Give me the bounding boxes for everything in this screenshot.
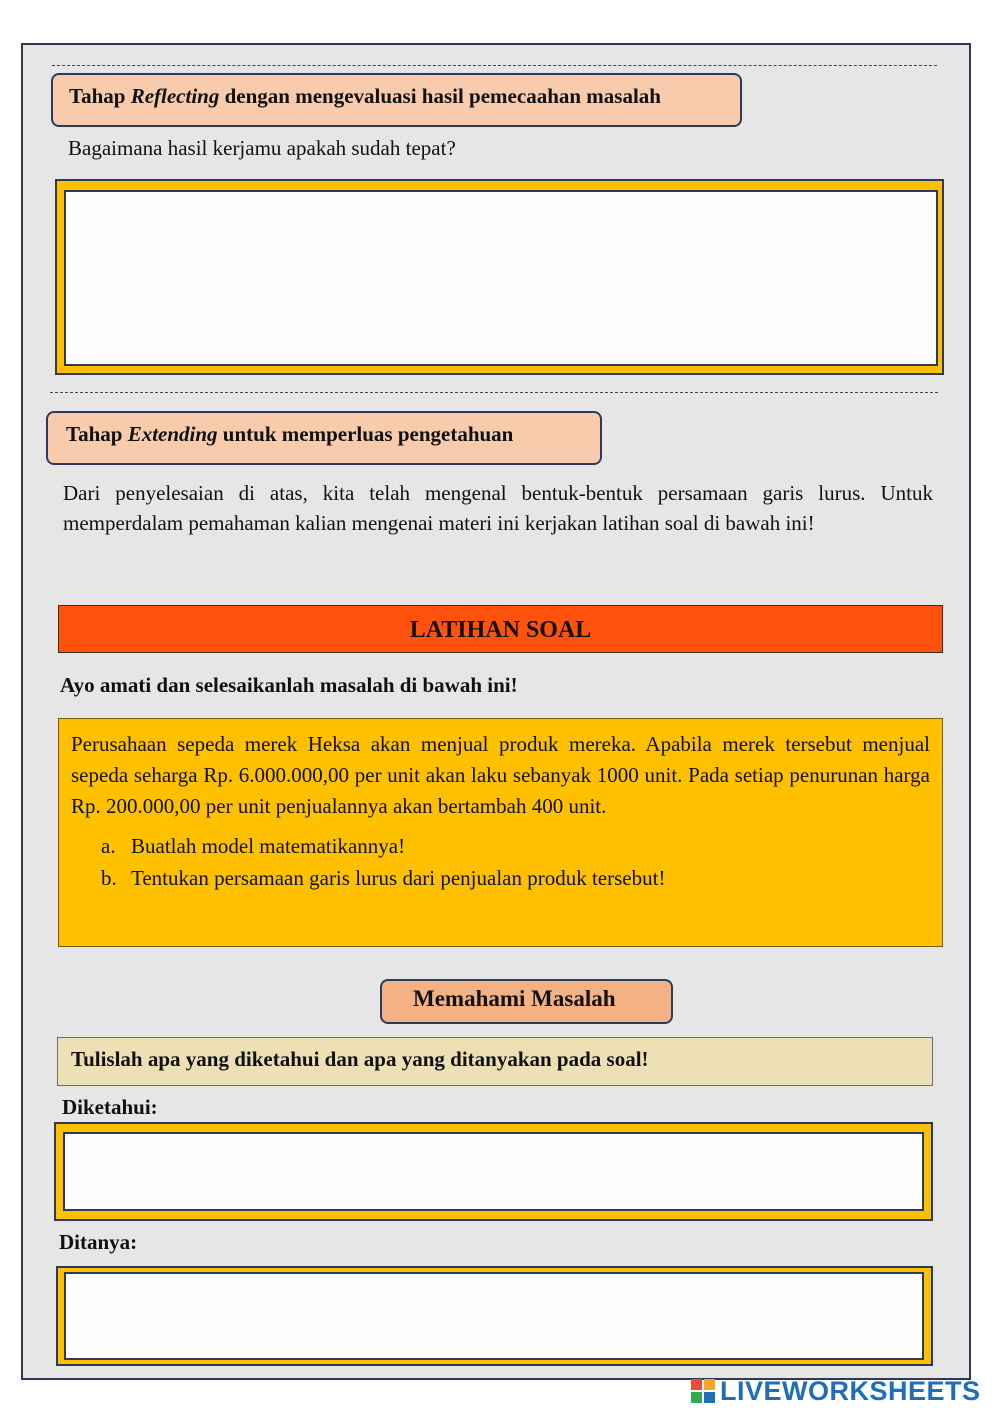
extending-paragraph: Dari penyelesaian di atas, kita telah mengenal bentuk-bentuk persamaan garis lurus. Untuk memperdalam pemahaman kalian mengenai materi ini kerjakan latihan soal di bawah ini! <box>63 481 933 535</box>
liveworksheets-logo-icon <box>690 1378 716 1404</box>
list-item-text: Tentukan persamaan garis lurus dari penjualan produk tersebut! <box>131 866 666 890</box>
extending-heading <box>46 411 602 465</box>
liveworksheets-logo-text: LIVEWORKSHEETS <box>720 1375 981 1406</box>
list-item <box>101 830 930 862</box>
list-marker: b. <box>101 866 117 890</box>
liveworksheets-logo <box>690 1376 981 1406</box>
problem-list <box>71 830 930 894</box>
list-marker: a. <box>101 834 116 858</box>
latihan-instruction: Ayo amati dan selesaikanlah masalah di bawah ini! <box>60 673 518 697</box>
memahami-instruction-box <box>57 1037 933 1086</box>
latihan-soal-banner: LATIHAN SOAL <box>58 605 943 653</box>
list-item <box>101 862 930 894</box>
problem-text: Perusahaan sepeda merek Heksa akan menjual produk mereka. Apabila merek tersebut menjual sepeda seharga Rp. 6.000.000,00 per unit akan laku sebanyak 1000 unit. Pada setiap penurunan harga Rp. 200.000,00 per unit penjualannya akan bertambah 400 unit. <box>71 732 930 818</box>
heading-suffix: dengan mengevaluasi hasil pemecaahan masalah <box>219 84 661 108</box>
known-answer-input[interactable] <box>63 1132 924 1211</box>
heading-prefix: Tahap <box>69 84 131 108</box>
divider <box>50 392 938 393</box>
memahami-instruction: Tulislah apa yang diketahui dan apa yang ditanyakan pada soal! <box>71 1047 649 1071</box>
known-label: Diketahui: <box>62 1095 158 1119</box>
reflecting-heading <box>51 73 742 127</box>
list-item-text: Buatlah model matematikannya! <box>131 834 406 858</box>
asked-label: Ditanya: <box>59 1230 138 1254</box>
asked-answer-input[interactable] <box>64 1272 924 1360</box>
reflecting-question: Bagaimana hasil kerjamu apakah sudah tepat? <box>68 136 456 160</box>
problem-box <box>58 718 943 947</box>
heading-italic: Extending <box>127 422 218 446</box>
heading-suffix: untuk memperluas pengetahuan <box>217 422 514 446</box>
divider <box>52 65 937 66</box>
heading-prefix: Tahap <box>66 422 128 446</box>
heading-italic: Reflecting <box>130 84 220 108</box>
memahami-masalah-heading: Memahami Masalah <box>380 979 673 1024</box>
reflecting-answer-input[interactable] <box>64 190 938 366</box>
